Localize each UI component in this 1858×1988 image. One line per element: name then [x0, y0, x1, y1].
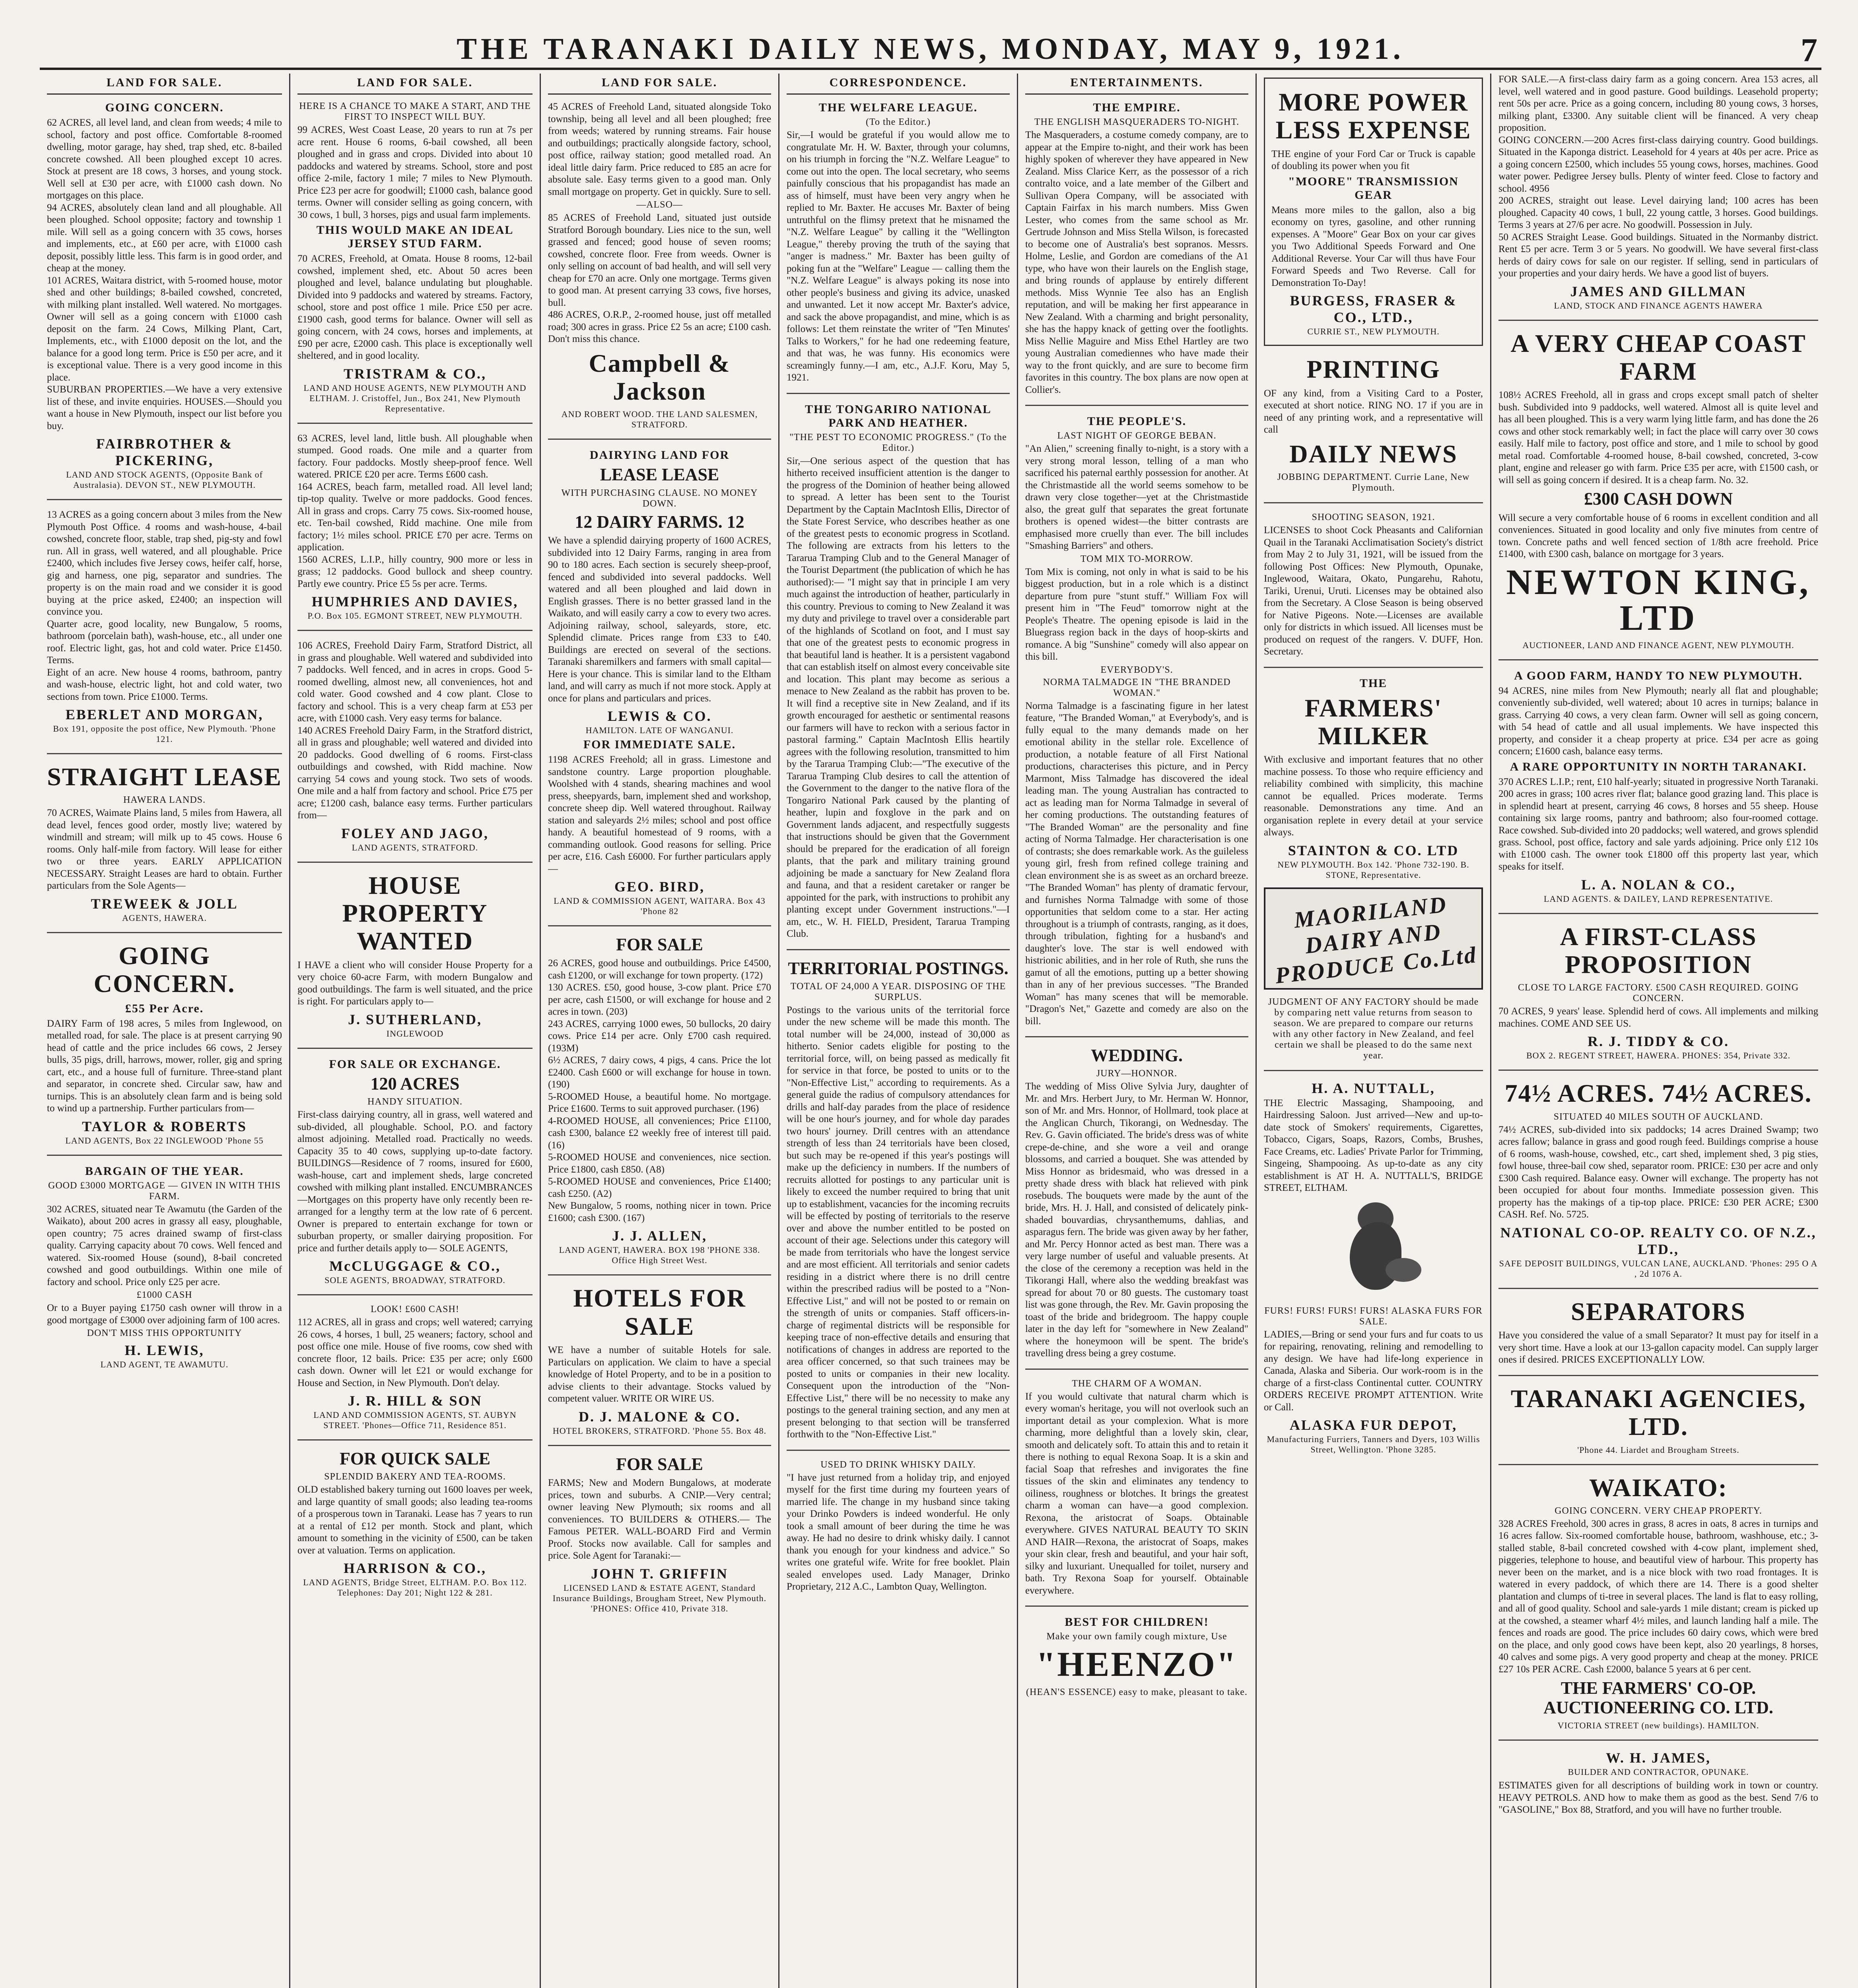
agent-address: LAND AGENT, HAWERA. BOX 198 'PHONE 338. Office High Street West. [559, 1245, 760, 1266]
agent-address: AUCTIONEER, LAND AND FINANCE AGENT, NEW PLYMOUTH. [1522, 640, 1794, 650]
subheading: JOBBING DEPARTMENT. Currie Lane, New Plymouth. [1277, 472, 1470, 493]
advert-paragraph: 1198 ACRES Freehold; all in grass. Limestone and sandstone country. Large proportion ploughable. Woolshed with 4 stands, shearing machines and wool press, sheepyards, barn, implement shed and workshop, concrete sheep dip. Well watered throughout. Railway station and saleyards 2½ miles; school and post office handy. A beautiful homestead of 9 rooms, with a commanding outlook. Good reasons for selling. Price per acre, £16. Cash £6000. For further particulars apply— [548, 754, 771, 874]
agent-address: LICENSED LAND & ESTATE AGENT, Standard Insurance Buildings, Brougham Street, New Plymouth. 'PHONES: Office 410, Private 318. [552, 1582, 767, 1613]
advert-paragraph: 70 ACRES, Waimate Plains land, 5 miles from Hawera, all dead level, fences good order, mostly live; watered by windmill and stream; will milk up to 45 cows. House 6 rooms. Only half-mile from factory. Will lease for either two or three years. EARLY APPLICATION NECESSARY. Straight Leases are hard to obtain. Further particulars from the Sole Agents— [47, 808, 282, 891]
advert-paragraph: DAIRY Farm of 198 acres, 5 miles from Inglewood, on metalled road, for sale. The place is at present carrying 90 head of cattle and the price includes 66 cows, 2 Jersey bulls, 35 pigs, drill, harrows, mower, roller, gig and spring cart, etc., and a house full of furniture. Three-stand plant and separator, in concrete shed. Circular saw, haw and turnips. This is an absolutely clean farm and is being sold to wind up a partnership. Further particulars from— [47, 1018, 282, 1114]
small-heading: BEST FOR CHILDREN! [1065, 1615, 1209, 1629]
small-heading: DAIRYING LAND FOR [589, 448, 730, 462]
column-rule [1498, 1070, 1818, 1071]
advert-paragraph: Sir,—One serious aspect of the question that has hitherto received insufficient attention is the danger to the progress of the Dominion of heather being allowed to spread. A letter has been sent to the Tourist Department by the Captain MacIntosh Ellis, Director of the State Forest Service, who describes heather as one of the greatest pests to economic progress in Scotland. The following are extracts from his letters to the Tararua Tramping Club and to the General Manager of the Tourist Department (the publication of which he has authorised):— "I might say that in principle I am very much against the introduction of heather, particularly in this country. Previous to coming to New Zealand it was my duty and privilege to travel over a considerable part of the highlands of Scotland on foot, and I must say that one of the greatest pests to economic progress in that beautiful land is heather. It is a persistent vagabond that can establish itself on almost every conceivable site and location. This plant may become as serious a menace to New Zealand as the rabbit has proven to be. It will find a receptive site in New Zealand, and if its growth encouraged for aesthetic or sentimental reasons our farmers will have to reckon with a serious factor in pastoral farming." Captain MacIntosh Ellis heartily agrees with the following resolution, transmitted to him by the Tararua Tramping Club:—"The executive of the Tararua Tramping Club desires to call the attention of the Government to the danger to the native flora of the Tongariro National Park caused by the planting of heather, lupin and foxglove in the park and on Government lands adjacent, and respectfully suggests that instructions should be given that the Government should be prepared for the eradication of all foreign plants, that the park and military training ground adjoining be made a sanctuary for New Zealand flora and fauna, and that a resident caretaker or ranger be appointed for the park, with instructions to prohibit any planting except under Government instructions."—I am, etc., W. H. FIELD, President, Tararua Tramping Club. [787, 455, 1010, 939]
agent-address: P.O. Box 105. EGMONT STREET, NEW PLYMOUTH. [307, 611, 523, 621]
small-heading: THE EMPIRE. [1093, 101, 1181, 114]
column-rule [47, 1155, 282, 1156]
advert-paragraph: 5-ROOMED HOUSE and conveniences, nice section. Price £1800, cash £850. (A8) [548, 1152, 771, 1175]
advert-paragraph: 85 ACRES of Freehold Land, situated just outside Stratford Borough boundary. Lies nice to the sun, well grassed and fenced; good house of seven rooms; cowshed, concrete floor. Free from weeds. Owner is only selling on account of bad health, and will sell very cheap for £70 an acre. Only one mortgage. Terms given to good man. At present carrying 33 cows, five horses, bull. [548, 212, 771, 308]
agent-name: H. A. NUTTALL, [1312, 1080, 1435, 1096]
subheading: SHOOTING SEASON, 1921. [1312, 512, 1435, 523]
agent-address: LAND AND STOCK AGENTS, (Opposite Bank of Australasia). DEVON ST., NEW PLYMOUTH. [66, 470, 263, 490]
subheading: GOOD £3000 MORTGAGE — GIVEN IN WITH THIS FARM. [48, 1180, 281, 1202]
display-heading: NEWTON KING, LTD [1506, 562, 1811, 638]
large-heading: HOUSE PROPERTY WANTED [342, 871, 488, 955]
agent-name: NATIONAL CO-OP. REALTY CO. OF N.Z., LTD., [1500, 1224, 1817, 1257]
column-rule [787, 1450, 1010, 1451]
advert-paragraph: 112 ACRES, all in grass and crops; well watered; carrying 26 cows, 4 horses, 1 bull, 25 weaners; factory, school and post office one mile. House of five rooms, cow shed with concrete floor, 12 bails. Price: £35 per acre; only £600 cash down. Owner will let £21 or would exchange for House and Section, in New Plymouth. Don't delay. [297, 1317, 533, 1388]
column-rule [297, 1294, 533, 1295]
column-rule [47, 499, 282, 500]
agent-name: GEO. BIRD, [614, 879, 705, 895]
agent-name: FOLEY AND JAGO, [341, 825, 489, 841]
column-rule [1264, 667, 1483, 668]
advert-paragraph: LADIES,—Bring or send your furs and fur coats to us for repairing, renovating, relining and remodelling to any design. We have had life-long experience in Canada, Alaska and Siberia. Our work-room is in the charge of a first-class Continental cutter. COUNTRY ORDERS RECEIVE PROMPT ATTENTION. Write or Call. [1264, 1329, 1483, 1413]
agent-address: LAND AGENTS. & DAILEY, LAND REPRESENTATIVE. [1543, 893, 1773, 904]
subheading: THE ENGLISH MASQUERADERS TO-NIGHT. [1034, 117, 1240, 127]
medium-heading: 120 ACRES [370, 1074, 460, 1093]
advert-paragraph: 302 ACRES, situated near Te Awamutu (the Garden of the Waikato), about 200 acres in grassy all easy, ploughable, open country; 75 acres drained swamp of first-class quality. Carrying capacity about 70 cows. Well fenced and watered. Six-roomed House (sound), 8-bail concreted cowshed and good outbuildings. Within one mile of factory and school. Price only £25 per acre. [47, 1204, 282, 1287]
large-heading: HOTELS FOR SALE [573, 1284, 746, 1340]
advert-paragraph: 94 ACRES, absolutely clean land and all ploughable. All been ploughed. School opposite; factory and township 1 mile. Will sell as a going concern with 35 cows, horses and implements, etc., at £60 per acre, with £1000 cash deposit, possibly little less. This farm is in good order, and cheap at the money. [47, 202, 282, 274]
small-heading: THE PEOPLE'S. [1087, 415, 1187, 428]
column-header: LAND FOR SALE. [297, 74, 533, 95]
column-rule [1498, 1464, 1818, 1465]
advert-paragraph: OLD established bakery turning out 1600 loaves per week, and large quantity of small goods; also leading tea-rooms of a prosperous town in Taranaki. Lease has 7 years to run at a rental of £12 per month. Stock and plant, which amount to something in the vicinity of £500, can be taken over at valuation. Terms on application. [297, 1484, 533, 1556]
large-heading: STRAIGHT LEASE [47, 763, 282, 791]
agent-address: LAND AGENTS, Bridge Street, ELTHAM. P.O. Box 112. Telephones: Day 201; Night 122 & 281. [303, 1577, 527, 1598]
subheading: THE CHARM OF A WOMAN. [1072, 1378, 1202, 1389]
subheading: USED TO DRINK WHISKY DAILY. [820, 1459, 976, 1470]
advert-paragraph: Norma Talmadge is a fascinating figure in her latest feature, "The Branded Woman," at Everybody's, and is fully equal to the many demands made on her emotional ability in the stellar role. Excellence of production, a notable feature of all First National productions, characterises this picture, and in Percy Marmont, Miss Talmadge has discovered the ideal leading man. The young Australian has contracted to act as leading man for Norma Talmadge in several of her coming productions. The outstanding features of "The Branded Woman" are the personality and fine acting of Norma Talmadge. Her characterisation is one of contrasts; she does remarkable work. As the guileless young girl, fresh from refined college training and clean environment she is as sweet as an orchard breeze. "The Branded Woman" has plenty of dramatic fervour, and furnishes Norma Talmadge with some of those opportunities that seldom come to a star. Her acting throughout is a triumph of contrasts, ranging, as it does, through tribulation, fighting for a husband's and daughter's love. The star is well endowed with histrionic abilities, and in her role of Ruth, she runs the gamut of all the emotions, putting up a better showing than in any of her previous successes. "The Branded Woman" has many scenes that will be memorable. "Dragon's Net," Gazette and comedy are also on the bill. [1025, 700, 1248, 1027]
large-heading: WAIKATO: [1589, 1473, 1728, 1502]
advert-paragraph: 5-ROOMED HOUSE and conveniences, Price £1400; cash £250. (A2) [548, 1176, 771, 1199]
column-5 [1018, 74, 1257, 1988]
advert-paragraph: GOING CONCERN.—200 Acres first-class dairying country. Good buildings. Situated in the Kaponga district. Leasehold for 4 years at 40s per acre. Price as a going concern £2500, which includes 55 young cows, horses, machines. Good water power. Pedigree Jersey bulls. Plenty of winter feed. Close to factory and school. 4956 [1498, 134, 1818, 194]
advert-paragraph: 94 ACRES, nine miles from New Plymouth; nearly all flat and ploughable; conveniently sub-divided, well watered; about 10 acres in turnips; balance in grass. Carrying 40 cows, a very clean farm. Owner will sell as going concern, with 54 head of cattle and all usual implements. We have inspected this property, and consider it a cheap property at price. £34 per acre as going concern; £1600 cash, balance easy terms. [1498, 685, 1818, 757]
column-header: LAND FOR SALE. [548, 74, 771, 95]
advert-paragraph: 243 ACRES, carrying 1000 ewes, 50 bullocks, 20 dairy cows. Price £14 per acre. Only £700 cash required. (193M) [548, 1018, 771, 1054]
agent-address: HOTEL BROKERS, STRATFORD. 'Phone 55. Box 48. [552, 1425, 767, 1436]
advert-paragraph: 200 ACRES, straight out lease. Level dairying land; 100 acres has been ploughed. Capacity 40 cows, 1 bull, 22 young cattle, 3 horses. Good buildings. Terms 3 years at 27/6 per acre. No goodwill. Possession in July. [1498, 195, 1818, 230]
column-2 [290, 74, 541, 1988]
large-heading: SEPARATORS [1571, 1297, 1746, 1326]
advert-paragraph: 26 ACRES, good house and outbuildings. Price £4500, cash £1200, or will exchange for town property. (172) [548, 958, 771, 981]
small-heading: BARGAIN OF THE YEAR. [85, 1164, 244, 1178]
column-1 [40, 74, 290, 1988]
advert-paragraph: 1560 ACRES, L.I.P., hilly country, 900 more or less in grass; 12 paddocks. Good bullock and sheep country. Partly ewe country. Price £5 5s per acre. Terms. [297, 554, 533, 589]
column-rule [1498, 659, 1818, 660]
subheading: GOING CONCERN. VERY CHEAP PROPERTY. [1555, 1505, 1762, 1516]
column-rule [548, 1274, 771, 1276]
agent-name: J. SUTHERLAND, [348, 1011, 482, 1027]
column-rule [787, 393, 1010, 394]
column-3 [541, 74, 779, 1988]
large-heading: FARMERS' MILKER [1304, 693, 1442, 750]
small-heading: FOR IMMEDIATE SALE. [583, 738, 736, 751]
agent-name: W. H. JAMES, [1606, 1750, 1711, 1766]
subheading: JURY—HONNOR. [1096, 1068, 1178, 1079]
column-rule [548, 1445, 771, 1446]
medium-heading: FOR SALE [616, 1454, 703, 1474]
product-name: "HEENZO" [1036, 1645, 1238, 1684]
advert-paragraph: "I have just returned from a holiday trip, and enjoyed myself for the first time during my fourteen years of married life. The change in my husband since taking your Drinko Powders is indeed wonderful. He only took a small amount of beer during the time he was away. He had no desire to drink whisky daily. I cannot thank you enough for your kindness and advice." So writes one grateful wife. Write for free booklet. Plain sealed envelopes used. Lady Manager, Drinko Proprietary, 212 A.C., Lambton Quay, Wellington. [787, 1472, 1010, 1592]
advert-paragraph: "An Alien," screening finally to-night, is a story with a very strong moral lesson, telling of a man who sacrificed his paternal earthly possession for another. At the Christmastide all the world seems somehow to be drawn very close together—yet at the Christmastide also, the great gulf that separates the great fortunate brothers is opened widest—the bitter contrasts are emphasised more cruelly than ever. The bill includes "Smashing Barriers" and others. [1025, 443, 1248, 551]
page-number: 7 [1801, 32, 1817, 69]
agent-address: BUILDER AND CONTRACTOR, OPUNAKE. [1568, 1767, 1749, 1777]
small-heading: GOING CONCERN. [105, 101, 224, 114]
large-heading: TARANAKI AGENCIES, LTD. [1510, 1384, 1806, 1441]
column-rule [47, 753, 282, 754]
small-heading: £55 Per Acre. [125, 1002, 204, 1015]
large-heading: DAILY NEWS [1289, 439, 1458, 468]
subheading: (To the Editor.) [866, 117, 931, 127]
subheading: —ALSO— [636, 200, 683, 210]
subheading: HANDY SITUATION. [367, 1097, 463, 1107]
large-heading: GOING CONCERN. [93, 941, 235, 998]
column-rule [548, 925, 771, 926]
subheading: EVERYBODY'S. [1100, 664, 1173, 675]
agent-name: TREWEEK & JOLL [91, 895, 238, 912]
large-heading: Campbell & Jackson [589, 349, 731, 405]
advert-paragraph: 5-ROOMED House, a beautiful home. No mortgage. Price £1600. Terms to suit approved purchaser. (196) [548, 1091, 771, 1114]
advert-paragraph: 328 ACRES Freehold, 300 acres in grass, 8 acres in oats, 8 acres in turnips and 16 acres fallow. Six-roomed comfortable house, bathroom, washhouse, etc.; 3-stalled stable, 8-bail concreted cowshed with 4-cow plant, implement shed, piggeries, telephone to house, and beautiful view of harbour. This property has never been on the market, and is a nice block with two road frontages. It is watered in every paddock, of which there are 14. There is a good shelter plantation and clumps of ti-tree in several places. The land is flat to easy rolling, and all of good quality. School and sale-yards 1 mile distant; cream is picked up at the cowshed, a steamer wharf 4½ miles, and launch landing half a mile. The fences and roads are good. The price includes 60 dairy cows, which were bred on the place, and only good cows have been kept, also 20 yearlings, 8 horses, 40 calves and some pigs. A very good property and cheap at the money. PRICE £27 10s PER ACRE. Cash £2000, balance 5 years at 6 per cent. [1498, 1518, 1818, 1675]
subheading: NORMA TALMADGE IN "THE BRANDED WOMAN." [1043, 677, 1231, 698]
column-rule [548, 439, 771, 440]
agent-address: LAND AGENTS, STRATFORD. [352, 842, 478, 852]
advert-paragraph: 101 ACRES, Waitara district, with 5-roomed house, motor shed and other buildings; 8-bailed cowshed, concreted, with milking plant installed. Well watered. No mortgages. Owner will sell as a going concern with £1000 cash deposit on the farm. 24 Cows, Milking Plant, Cart, Implements, etc., with £1000 deposit on the lot, and the balance for a good long term. Price is £50 per acre, and it is exceptional value. There is a very good income in this place. [47, 275, 282, 383]
column-rule [1498, 320, 1818, 321]
agent-address: CURRIE ST., NEW PLYMOUTH. [1307, 326, 1440, 337]
agent-name: H. LEWIS, [124, 1342, 204, 1359]
advert-paragraph: 70 ACRES, Freehold, at Omata. House 8 rooms, 12-bail cowshed, implement shed, etc. About 50 acres been ploughed and level, balance undulating but ploughable. Divided into 9 paddocks and watered by streams. Factory, school, store and post office 1 mile. Price £50 per acre. £1900 cash, good terms for balance. Owner will sell as going concern, with 24 cows, horses and implements, at £90 per acre, £2000 cash. This place is exceptionally well sheltered, and in good locality. [297, 253, 533, 361]
company-logo [1264, 887, 1483, 990]
column-6 [1257, 74, 1491, 1988]
medium-heading: THE FARMERS' CO-OP. AUCTIONEERING CO. LTD. [1543, 1678, 1773, 1717]
advert-paragraph: 108½ ACRES Freehold, all in grass and crops except small patch of shelter bush. Subdivided into 9 paddocks, well watered. Almost all is quite level and has all been ploughed. This is a very warm lying little farm, and has done the 26 cows and other stock remarkably well; in fact the place will carry over 30 cows easily. Half mile to factory, post office and store, and 1 mile to school by good metal road. Comfortable 4-roomed house, 8-bail cowshed, concreted, 3-cow plant, engine and releaser go with farm. Price £35 per acre, with £1500 cash, or will sell as going concern if desired. It is a cheap farm. No. 32. [1498, 390, 1818, 485]
agent-name: TAYLOR & ROBERTS [82, 1118, 247, 1134]
advert-paragraph: LICENSES to shoot Cock Pheasants and Californian Quail in the Taranaki Acclimatisation Society's district from May 2 to July 31, 1921, will be issued from the following Post Offices: New Plymouth, Opunake, Inglewood, Waitara, Okato, Pungarehu, Rahotu, Tariki, Urenui, Uruti. Licenses may be obtained also from the Secretary. A Close Season is being observed for Native Pigeons. Note.—Licenses are available only for districts in which issued. All licenses must be produced on request of the rangers. V. DUFF, Hon. Secretary. [1264, 525, 1483, 657]
agent-name: EBERLET AND MORGAN, [65, 707, 264, 722]
agent-name: LEWIS & CO. [607, 708, 712, 724]
agent-name: J. J. ALLEN, [612, 1228, 707, 1244]
agent-name: TRISTRAM & CO., [343, 365, 486, 382]
advert-paragraph: Postings to the various units of the territorial force under the new scheme will be made this month. The total number will be 24,000, instead of 30,000 as hitherto. Senior cadets eligible for posting to the territorial force, will, on being passed as medically fit for service in that force, be posted to units or to the "Non-Effective List," according to requirements. As a general guide the radius of compulsory attendances for drills and half-day parades from the place of residence will be one hour's journey, and for whole day parades two hours' journey. Drill centres with an attendance strength of less than 24 territorials have been closed, but such may be re-opened if this year's postings will make up the deficiency in numbers. If the numbers of recruits allotted for postings to any particular unit is likely to exceed the number required to bring that unit up to establishment, vacancies for the incoming recruits will be effected by posting of territorials to the reserve over and above the number entitled to be posted on account of their age. Selections under this category will be made from territorials who have the longest service and are most efficient. All territorials and senior cadets residing in a district where there is no drill centre within the prescribed radius will be posted to a "Non-Effective List," and will not be posted to or remain on the strength of units or companies. Staff officers-in-charge of regimental districts will be responsible for keeping trace of non-effective details and ensuring that notifications of changes in address are reported to the area officer concerned, so that such trainees may be posted to units or companies in their new locality. Consequent upon the introduction of the "Non-Effective List," there will be no necessity to make any postings to the general training section, and any men at present belonging to that section will be transferred forthwith to the "Non-Effective List." [787, 1004, 1010, 1440]
agent-address: HAMILTON. LATE OF WANGANUI. [585, 725, 734, 736]
boxed-advertisement [1264, 78, 1483, 346]
column-rule [1025, 1606, 1248, 1607]
column-rule [297, 423, 533, 424]
agent-name: BURGESS, FRASER & CO., LTD., [1290, 293, 1457, 326]
advert-paragraph: We have a splendid dairying property of 1600 ACRES, subdivided into 12 Dairy Farms, ranging in area from 90 to 180 acres. Each section is securely sheep-proof, fenced and subdivided into several paddocks. Well watered and all been ploughed and laid down in English grasses. There is no better grassed land in the Waikato, and will easily carry a cow to every two acres. Adjoining railway, school, saleyards, store, etc. Splendid climate. Prices range from £33 to £40. Buildings are erected on several of the sections. Taranaki sharemilkers and farmers with small capital—Here is your chance. This is similar land to the Eltham land, and will carry as much if not more stock. Apply at once for plans and particulars and prices. [548, 535, 771, 704]
advert-paragraph: 99 ACRES, West Coast Lease, 20 years to run at 7s per acre rent. House 6 rooms, 6-bail cowshed, all been ploughed and in grass and crops. Divided into about 10 paddocks and watered by streams. School, store and post office 2-mile, factory 1 mile; 7 miles to New Plymouth. Price £23 per acre for goodwill; £1000 cash, balance good terms. Owner will consider selling as going concern, with 30 cows, 1 bull, 3 horses, pigs and usual farm implements. [297, 124, 533, 220]
advert-paragraph: 74½ ACRES, sub-divided into six paddocks; 14 acres Drained Swamp; two acres fallow; balance in grass and good rough feed. Buildings comprise a house of 6 rooms, wash-house, cowshed, etc., cart shed, implement shed, 3 pig sties, fowl house, three-bail cow shed, separator room. PRICE: £30 per acre and only £300 Cash required. Balance easy. Owner will exchange. The property has not been occupied for about four months. Immediate possession given. This property has the makings of a tip-top place. PRICE: £30 PER ACRE; £300 CASH. Ref. No. 5725. [1498, 1124, 1818, 1220]
agent-address: NEW PLYMOUTH. Box 142. 'Phone 732-190. B. STONE, Representative. [1277, 859, 1469, 880]
medium-heading: 12 DAIRY FARMS. 12 [575, 512, 744, 532]
small-heading: THE WELFARE LEAGUE. [818, 101, 978, 114]
column-4 [779, 74, 1018, 1988]
advert-paragraph: 70 ACRES, 9 years' lease. Splendid herd of cows. All implements and milking machines. COME AND SEE US. [1498, 1006, 1818, 1029]
logo-text: MAORILAND DAIRY AND PRODUCE Co.Ltd [1274, 891, 1479, 988]
advert-paragraph: With exclusive and important features that no other machine possess. To those who require efficiency and reliability combined with simplicity, this machine cannot be equalled. Prices moderate. Terms reasonable. Demonstrations any time. And an organisation replete in every detail at your service always. [1264, 754, 1483, 838]
advert-paragraph: OF any kind, from a Visiting Card to a Poster, executed at short notice. RING NO. 17 if you are in need of any printing work, and a representative will call [1264, 388, 1483, 435]
medium-heading: £300 CASH DOWN [1584, 489, 1733, 509]
subheading: LOOK! £600 CASH! [371, 1304, 459, 1315]
agent-address: LAND AGENT, TE AWAMUTU. [100, 1359, 229, 1370]
advert-paragraph: Or to a Buyer paying £1750 cash owner will throw in a good mortgage of £3000 over adjoining farm of 100 acres. [47, 1303, 282, 1326]
agent-name: ALASKA FUR DEPOT, [1289, 1417, 1458, 1433]
subheading: SPLENDID BAKERY AND TEA-ROOMS. [324, 1472, 506, 1482]
agent-address: VICTORIA STREET (new buildings). HAMILTON. [1557, 1720, 1759, 1731]
advert-paragraph: 63 ACRES, level land, little bush. All ploughable when stumped. Good roads. One mile and a quarter from factory. Four paddocks. Mostly sheep-proof fence. Well watered. PRICE £20 per acre. Terms £600 cash. [297, 433, 533, 480]
column-rule [787, 949, 1010, 950]
page-columns [40, 74, 1825, 1988]
large-heading: PRINTING [1306, 355, 1440, 384]
small-heading: THE TONGARIRO NATIONAL PARK AND HEATHER. [805, 402, 992, 429]
subheading: (HEAN'S ESSENCE) easy to make, pleasant to take. [1026, 1687, 1248, 1698]
small-heading: A GOOD FARM, HANDY TO NEW PLYMOUTH. [1514, 669, 1803, 682]
medium-heading: TERRITORIAL POSTINGS. [788, 958, 1009, 978]
large-heading: A FIRST-CLASS PROPOSITION [1560, 922, 1757, 979]
agent-name: McCLUGGAGE & CO., [329, 1258, 501, 1274]
newspaper-title: THE TARANAKI DAILY NEWS, MONDAY, MAY 9, 1921. [457, 32, 1405, 66]
advert-paragraph: Eight of an acre. New house 4 rooms, bathroom, pantry and wash-house, electric light, hot and cold water, two sections from town. Price £1000. Terms. [47, 667, 282, 702]
agent-address: LAND, STOCK AND FINANCE AGENTS HAWERA [1554, 300, 1763, 311]
medium-heading: WEDDING. [1090, 1046, 1183, 1065]
large-heading: MORE POWER LESS EXPENSE [1275, 88, 1471, 144]
column-header: ENTERTAINMENTS. [1025, 74, 1248, 95]
advert-paragraph: Quarter acre, good locality, new Bungalow, 5 rooms, bathroom (porcelain bath), wash-house, etc., all under one roof. Electric light, gas, hot and cold water. Price £1450. Terms. [47, 618, 282, 666]
agent-address: LAND & COMMISSION AGENT, WAITARA. Box 43 'Phone 82 [554, 896, 766, 916]
agent-name: R. J. TIDDY & CO. [1587, 1033, 1729, 1050]
agent-address: 'Phone 44. Liardet and Brougham Streets. [1577, 1444, 1739, 1455]
small-heading: FOR SALE OR EXCHANGE. [329, 1057, 501, 1071]
advert-paragraph: The Masqueraders, a costume comedy company, are to appear at the Empire to-night, and their work has been highly spoken of wherever they have appeared in New Zealand. Miss Clarice Kerr, as the possessor of a rich contralto voice, and a late member of the Gilbert and Sullivan Opera Company, will be associated with Captain Fairfax in his march numbers. Miss Gwen Lester, who comes from the same school as Mr. Gertrude Johnson and Miss Stella Wilson, is forecasted to become one of Australia's best sopranos. Messrs. Holme, Leslie, and Gordon are comedians of the A1 type, who have won their laurels on the English stage, and bring rounds of applause by entirely different methods. Miss Wynnie Tee also has an English reputation, and will be making her first appearance in New Zealand. With a charming and bright personality, she has the happy knack of getting over the footlights. Miss Nellie Maguire and Miss Ethel Hartley are two young Australian comediennes who have made their way to the front quickly, and are sure to become firm favorites in this country. The box plans are now open at Collier's. [1025, 130, 1248, 395]
agent-name: FAIRBROTHER & PICKERING, [96, 436, 233, 468]
advert-paragraph: 50 ACRES Straight Lease. Good buildings. Situated in the Normanby district. Rent £5 per acre. Term 3 or 5 years. No goodwill. We have several first-class herds of dairy cows for sale on our register. If selling, send in particulars of your properties and your dairy herds. We have a good list of buyers. [1498, 231, 1818, 279]
agent-name: J. R. HILL & SON [348, 1393, 482, 1409]
column-rule [1025, 1036, 1248, 1037]
subheading: TOTAL OF 24,000 A YEAR. DISPOSING OF THE SURPLUS. [790, 981, 1006, 1002]
large-heading: 74½ ACRES. 74½ ACRES. [1504, 1079, 1812, 1108]
column-header: CORRESPONDENCE. [787, 74, 1010, 95]
column-header: LAND FOR SALE. [47, 74, 282, 95]
advert-paragraph: THE engine of your Ford Car or Truck is capable of doubling its power when you fit [1271, 148, 1475, 172]
agent-address: LAND AND COMMISSION AGENTS, ST. AUBYN STREET. 'Phones—Office 711, Residence 851. [313, 1410, 517, 1431]
advert-paragraph: I HAVE a client who will consider House Property for a very choice 60-acre Farm, with modern Bungalow and good outbuildings. The farm is well situated, and the price is right. For particulars apply to— [297, 959, 533, 1007]
medium-heading: FOR QUICK SALE [340, 1449, 490, 1469]
advert-paragraph: 45 ACRES of Freehold Land, situated alongside Toko township, being all level and all been ploughed; free from weeds; watered by running streams. Fair house and outbuildings; practically alongside factory, school, post office, railway station; good metalled road. An ideal little dairy farm. Price reduced to £85 an acre for absolute sale. Easy terms given to a good man. Only small mortgage on property. Get in quickly. Sure to sell. [548, 101, 771, 197]
small-heading: THE [1359, 676, 1388, 690]
large-heading: A VERY CHEAP COAST FARM [1510, 329, 1806, 385]
fox-fur-illustration [1326, 1198, 1421, 1302]
advert-paragraph: Tom Mix is coming, not only in what is said to be his biggest production, but in a role which is a distinct departure from pure "stunt stuff." William Fox will present him in "The Feud" tomorrow night at the People's Theatre. The opening episode is laid in the Bluegrass region back in the days of hoop-skirts and romance. A big "Sunshine" comedy will also appear on this bill. [1025, 566, 1248, 662]
advert-paragraph: 164 ACRES, beach farm, metalled road. All level land; tip-top quality. Twelve or more paddocks. Good fences. All in grass and crops. Carry 75 cows. Six-roomed house, etc. Ten-bail cowshed, Ridd machine. One mile from factory; 1½ miles school. PRICE £70 per acre. Terms on application. [297, 481, 533, 553]
subheading: TOM MIX TO-MORROW. [1080, 553, 1193, 564]
column-rule [297, 1439, 533, 1441]
advert-paragraph: Will secure a very comfortable house of 6 rooms in excellent condition and all conveniences. Situated in good locality and only five minutes from centre of town. Concrete paths and well fenced section of 1/8th acre freehold. Price £1400, with £300 cash, balance on mortgage for 3 years. [1498, 512, 1818, 560]
agent-name: JAMES AND GILLMAN [1570, 283, 1747, 299]
advert-paragraph: 370 ACRES L.I.P.; rent, £10 half-yearly; situated in progressive North Taranaki. 200 acres in grass; 100 acres river flat; balance good grazing land. This place is in splendid heart at present, carrying 46 cows, 8 horses and 55 sheep. House containing six large rooms, pantry and bathroom; also four-roomed cottage. Race cowshed. Sub-divided into 20 paddocks; well watered, and grows splendid grass. School, post office, factory and sale yards adjoining. Price only £12 10s with £1000 cash. The owner took £1800 off this property last year, which speaks for itself. [1498, 776, 1818, 872]
agent-address: AGENTS, HAWERA. [122, 912, 207, 923]
advert-paragraph: SUBURBAN PROPERTIES.—We have a very extensive list of these, and invite enquiries. HOUSES.—Should you want a house in New Plymouth, inspect our list before you buy. [47, 384, 282, 431]
column-rule [297, 1048, 533, 1049]
agent-address: INGLEWOOD [386, 1028, 444, 1039]
advert-paragraph: 6½ ACRES, 7 dairy cows, 4 pigs, 4 cans. Price the lot £2400. Cash £600 or will exchange for house in town. (190) [548, 1055, 771, 1090]
agent-address: BOX 2. REGENT STREET, HAWERA. PHONES: 354, Private 332. [1526, 1050, 1791, 1061]
advert-paragraph: If you would cultivate that natural charm which is every woman's heritage, you will not overlook such an important detail as your complexion. What is more charming, more delightful than a lovely skin, clear, smooth and delicately soft. To attain this and to retain it there is nothing to equal Rexona Soap. It is a skin and facial Soap that refreshes and invigorates the fine tissues of the skin and eliminates any tendency to oiliness, roughness or blotches. It brings the greatest charm a woman can have—a good complexion. Rexona, the aristocrat of Soaps. Obtainable everywhere. GIVES NATURAL BEAUTY TO SKIN AND HAIR—Rexona, the aristocrat of Soaps, makes your skin clear, fresh and beautiful, and your hair soft, silky and luxuriant. Unequalled for toilet, nursery and bath. Try Rexona Soap for yourself. Obtainable everywhere. [1025, 1391, 1248, 1596]
column-7 [1491, 74, 1825, 1988]
column-rule [297, 862, 533, 863]
medium-heading: FOR SALE [616, 935, 703, 955]
column-rule [297, 630, 533, 631]
advert-paragraph: WE have a number of suitable Hotels for sale. Particulars on application. We claim to have a special knowledge of Hotel Property, and to be in a position to advise clients to their advantage. Stocks valued by competent valuer. WRITE OR WIRE US. [548, 1345, 771, 1404]
agent-address: SAFE DEPOSIT BUILDINGS, VULCAN LANE, AUCKLAND. 'Phones: 295 O A , 2d 1076 A. [1499, 1258, 1818, 1279]
advert-paragraph: 62 ACRES, all level land, and clean from weeds; 4 mile to school, factory and post office. Comfortable 8-roomed dwelling, motor garage, hay shed, trap shed, etc. 8-bailed concrete cowshed. All been ploughed except 10 acres. Stock at present are 18 cows, 3 horses, and young stock. Well sell at £30 per acre, with £1000 cash down. No mortgages on this place. [47, 117, 282, 201]
agent-address: Box 191, opposite the post office, New Plymouth. 'Phone 121. [53, 724, 276, 744]
small-heading: "MOORE" TRANSMISSION GEAR [1288, 175, 1459, 202]
agent-name: D. J. MALONE & CO. [579, 1408, 740, 1425]
subheading: DON'T MISS THIS OPPORTUNITY [87, 1328, 242, 1339]
subheading: HERE IS A CHANCE TO MAKE A START, AND THE FIRST TO INSPECT WILL BUY. [299, 101, 531, 122]
advert-paragraph: 106 ACRES, Freehold Dairy Farm, Stratford District, all in grass and ploughable. Well watered and subdivided into 7 paddocks. Well fenced, and in acres in crops. Good 5-roomed dwelling, almost new, all conveniences, hot and cold water. Good cowshed and 4 cow plant. Close to factory and school. This is a very cheap farm at £53 per acre, with £1000 cash. Very easy terms for balance. [297, 640, 533, 724]
column-rule [47, 932, 282, 933]
agent-address: SOLE AGENTS, BROADWAY, STRATFORD. [325, 1275, 505, 1285]
subheading: JUDGMENT OF ANY FACTORY should be made by comparing nett value returns from season to season. We are prepared to compare our returns with any other factory in New Zealand, and feel certain we shall be pleased to do the same next year. [1268, 996, 1479, 1061]
advert-paragraph: 130 ACRES. £50, good house, 3-cow plant. Price £70 per acre, cash £1500, or will exchange for house and 2 acres in town. (203) [548, 982, 771, 1017]
agent-name: L. A. NOLAN & CO., [1581, 876, 1736, 893]
subheading: WITH PURCHASING CLAUSE. NO MONEY DOWN. [561, 487, 758, 509]
advert-paragraph: 13 ACRES as a going concern about 3 miles from the New Plymouth Post Office. 4 rooms and wash-house, 4-bail cowshed, concrete floor, stable, trap shed, pig-sty and fowl run. All in grass, well watered, and all ploughable. Price £2400, which includes five Jersey cows, heifer calf, horse, gig and harness, one pig, separator and sundries. The property is on the main road and we consider it is good buying at the price asked, £2400; an inspection will convince you. [47, 509, 282, 617]
advert-paragraph: The wedding of Miss Olive Sylvia Jury, daughter of Mr. and Mrs. Herbert Jury, to Mr. Herman W. Honnor, son of Mr. and Mrs. Honnor, of Hollmard, took place at the Anglican Church, Tikorangi, on Wednesday. The Rev. G. Gavin officiated. The bride's dress was of white crepe-de-chine, and she wore a veil and orange blossoms, and carried a bouquet. She was attended by Miss Honnor as bridesmaid, who was dressed in a pretty shade dress with black hat relieved with pink rosebuds. The bouquets were made by the aunt of the bride, Mrs. H. J. Hall, and consisted of delicately pink-shaded bouvardias, chrysanthemums, dahlias, and asparagus fern. The bride was given away by her father, and Mr. Percy Honnor acted as best man. There was a very large number of useful and valuable presents. At the close of the ceremony a reception was held in the Tikorangi Hall, where also the wedding breakfast was spread for about 70 or 80 guests. The customary toast list was gone through, the Rev. Mr. Gavin proposing the toast of the bride and bridegroom. The happy couple later in the day left for "somewhere in New Zealand" where the honeymoon will be spent. The bride's travelling dress being a grey costume. [1025, 1081, 1248, 1359]
column-rule [1498, 913, 1818, 914]
agent-name: HUMPHRIES AND DAVIES, [311, 594, 519, 610]
subheading: LAST NIGHT OF GEORGE BEBAN. [1057, 431, 1217, 441]
column-rule [1264, 1070, 1483, 1071]
agent-name: STAINTON & CO. LTD [1288, 842, 1459, 858]
subheading: CLOSE TO LARGE FACTORY. £500 CASH REQUIRED. GOING CONCERN. [1518, 982, 1799, 1004]
agent-address: LAND AND HOUSE AGENTS, NEW PLYMOUTH AND ELTHAM. J. Cristoffel, Jun., Box 241, New Plymouth Representative. [303, 382, 527, 414]
agent-address: LAND AGENTS, Box 22 INGLEWOOD 'Phone 55 [65, 1135, 264, 1145]
column-rule [1498, 1288, 1818, 1289]
medium-heading: LEASE LEASE [600, 465, 719, 485]
subheading: £1000 CASH [136, 1290, 192, 1301]
subheading: FURS! FURS! FURS! FURS! ALASKA FURS FOR SALE. [1264, 1305, 1483, 1327]
advert-paragraph: 4-ROOMED HOUSE, all conveniences; Price £1100, cash £300, balance £2 weekly free of interest till paid. (16) [548, 1115, 771, 1151]
agent-name: HARRISON & CO., [343, 1560, 486, 1576]
advert-paragraph: FARMS; New and Modern Bungalows, at moderate prices, town and suburbs. A CNIP.—Very central; owner leaving New Plymouth; six rooms and all conveniences. TO BUILDERS & OTHERS.— The Famous PETER. WALL-BOARD Fird and Vermin Proof. Stocks now available. Call for samples and price. Sole Agent for Taranaki:— [548, 1477, 771, 1561]
agent-name: JOHN T. GRIFFIN [591, 1565, 728, 1582]
advert-paragraph: Have you considered the value of a small Separator? It must pay for itself in a very short time. Have a look at our 13-gallon capacity model. Can supply larger ones if desired. PRICES EXCEPTIONALLY LOW. [1498, 1330, 1818, 1365]
advert-paragraph: Means more miles to the gallon, also a big economy on tyres, gasoline, and other running expenses. A "Moore" Gear Box on your car gives you Two Additional Speeds Forward and One Additional Reverse. Your Car will thus have Four Forward Speeds and Two Reverse. Call for Demonstration To-Day! [1271, 204, 1475, 288]
small-heading: A RARE OPPORTUNITY IN NORTH TARANAKI. [1510, 760, 1807, 773]
advert-paragraph: First-class dairying country, all in grass, well watered and sub-divided, all ploughable. School, P.O. and factory almost adjoining. Metalled road. Practically no weeds. Capacity 35 to 40 cows, supplying up-to-date factory. BUILDINGS—Residence of 7 rooms, insured for £600, wash-house, cart and implement sheds, large concreted cowshed with milking plant installed. ENCUMBRANCES—Mortgages on this property have only recently been re-arranged for a lengthy term at the low rate of 6 percent. Owner is prepared to entertain exchange for town or suburban property, or smaller dairying proposition. For price and further details apply to— SOLE AGENTS, [297, 1109, 533, 1254]
agent-address: Manufacturing Furriers, Tanners and Dyers, 103 Willis Street, Wellington. 'Phone 3285. [1267, 1434, 1480, 1455]
agent-address: AND ROBERT WOOD. THE LAND SALESMEN, STRATFORD. [561, 409, 758, 430]
column-rule [1025, 405, 1248, 406]
subheading: "THE PEST TO ECONOMIC PROGRESS." (To the Editor.) [789, 432, 1007, 453]
subheading: Make your own family cough mixture, Use [1046, 1631, 1227, 1642]
advert-paragraph: ESTIMATES given for all descriptions of building work in town or country. HEAVY PETROLS. AND how to make them as good as the best. Send 7/6 to "GASOLINE," Box 88, Stratford, and you will have no further trouble. [1498, 1780, 1818, 1815]
column-rule [1498, 1740, 1818, 1741]
column-rule [1498, 1375, 1818, 1376]
advert-paragraph: Sir,—I would be grateful if you would allow me to congratulate Mr. H. W. Baxter, through your columns, on his triumph in forcing the "N.Z. Welfare League" to come out into the open. The local secretary, who seems painfully conscious that his propagandist has made an ass of himself, must have been very angry when he replied to Mr. Baxter. He accuses Mr. Baxter of being untruthful on the flimsy pretext that he misnamed the "N.Z. Welfare League" by calling it the "Wellington League," thereby proving the truth of the saying that "anger is madness." Mr. Baxter has been guilty of poking fun at the "Welfare" League — calling them the "N.Z. Welfare League" is always poking its nose into other people's business and giving its advice, unasked and unwanted. Let it now accept Mr. Baxter's advice, and sack the above propagandist, and mine, which is as follows: Let them reinstate the writer of "Ten Minutes' Talks to Workers," for he had one redeeming feature, and that was, he was funny. His economics were screamingly funny.—I am, etc., A.J.F. Koru, May 5, 1921. [787, 130, 1010, 383]
advert-paragraph: 140 ACRES Freehold Dairy Farm, in the Stratford district, all in grass and ploughable; well watered and divided into 20 paddocks. Good dwelling of 6 rooms. First-class outbuildings and cowshed, with Ridd machine. Now carrying 54 cows and young stock. Two sets of woods. One mile and a half from factory and school. Price £75 per acre; £1200 cash, balance easy terms. Further particulars from— [297, 725, 533, 821]
advert-paragraph: New Bungalow, 5 rooms, nothing nicer in town. Price £1600; cash £300. (167) [548, 1200, 771, 1223]
masthead [40, 28, 1821, 70]
column-rule [1025, 1369, 1248, 1370]
small-heading: THIS WOULD MAKE AN IDEAL JERSEY STUD FARM. [316, 223, 514, 250]
column-rule [1264, 502, 1483, 503]
subheading: HAWERA LANDS. [123, 795, 206, 806]
advert-paragraph: THE Electric Massaging, Shampooing, and Hairdressing Saloon. Just arrived—New and up-to-date stock of Smokers' requirements, Cigarettes, Tobacco, Cigars, Soaps, Razors, Combs, Brushes, Face Creams, etc. Ladies' Private Parlor for Trimming, Singeing, Shampooing. As up-to-date as any city establishment is AT H. A. NUTTALL'S, BRIDGE STREET, ELTHAM. [1264, 1097, 1483, 1194]
subheading: SITUATED 40 MILES SOUTH OF AUCKLAND. [1553, 1111, 1763, 1122]
advert-paragraph: FOR SALE.—A first-class dairy farm as a going concern. Area 153 acres, all level, well watered and in good pasture. Good buildings. Leasehold property; rent 50s per acre. Price as a going concern, including 80 young cows, 3 horses, milking plant, £3300. Any suitable client will be financed. A very cheap proposition. [1498, 74, 1818, 133]
advert-paragraph: 486 ACRES, O.R.P., 2-roomed house, just off metalled road; 300 acres in grass. Price £2 5s an acre; £100 cash. Don't miss this chance. [548, 309, 771, 344]
